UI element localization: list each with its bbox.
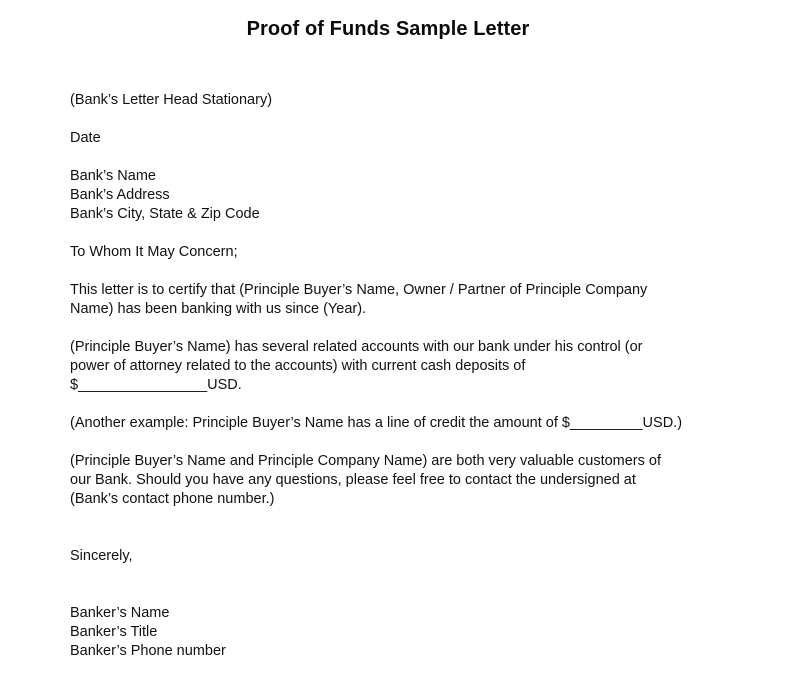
document-title: Proof of Funds Sample Letter [246, 18, 530, 40]
paragraph-4-line-3: (Bank’s contact phone number.) [70, 491, 275, 507]
bank-name: Bank’s Name [70, 168, 156, 184]
paragraph-2-line-1: (Principle Buyer’s Name) has several related accounts with our bank under his control (or [70, 339, 643, 355]
paragraph-1-line-2: Name) has been banking with us since (Year). [70, 301, 367, 317]
date-label: Date [70, 130, 101, 146]
closing: Sincerely, [70, 548, 133, 564]
salutation: To Whom It May Concern; [70, 244, 238, 260]
paragraph-1-line-1: This letter is to certify that (Principle Buyer’s Name, Owner / Partner of Principle Company [70, 282, 648, 298]
paragraph-4-line-1: (Principle Buyer’s Name and Principle Company Name) are both very valuable customers of [70, 453, 662, 469]
paragraph-3: (Another example: Principle Buyer’s Name has a line of credit the amount of $_________USD.) [70, 415, 683, 431]
bank-address: Bank’s Address [70, 187, 170, 203]
letterhead-placeholder: (Bank’s Letter Head Stationary) [70, 92, 273, 108]
paragraph-4-line-2: our Bank. Should you have any questions, please feel free to contact the undersigned at [70, 472, 636, 488]
letter-body [70, 91, 750, 661]
bank-city-state-zip: Bank’s City, State & Zip Code [70, 206, 260, 222]
paragraph-2-line-3: $________________USD. [70, 377, 242, 393]
paragraph-2-line-2: power of attorney related to the accounts) with current cash deposits of [70, 358, 526, 374]
banker-phone: Banker’s Phone number [70, 643, 226, 659]
banker-title: Banker’s Title [70, 624, 158, 640]
banker-name: Banker’s Name [70, 605, 170, 621]
